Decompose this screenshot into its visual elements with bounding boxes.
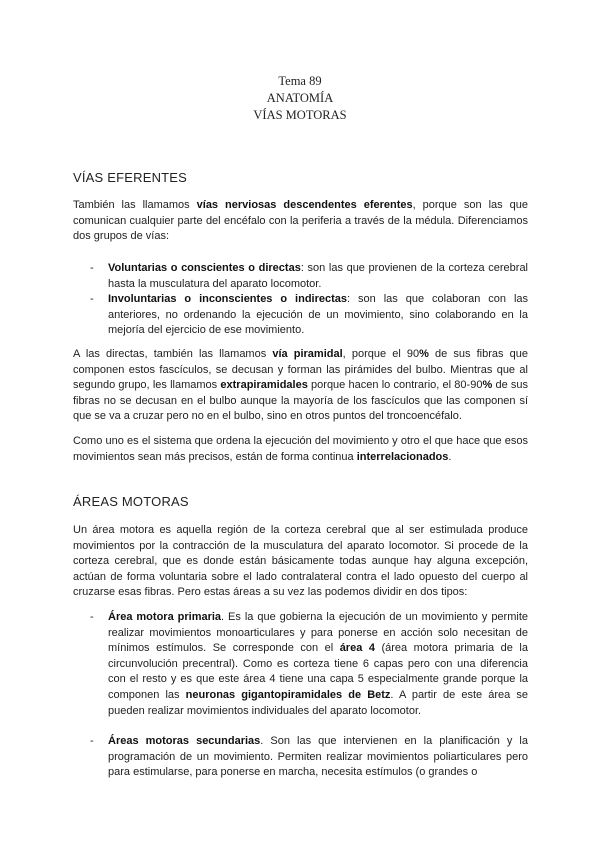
list-item-primary-area: - Área motora primaria. Es la que gobierna la ejecución de un movimiento y permite realizar movimientos monoarticulares y para ponerse en acción solo necesitan de mínimos estímulos. Se corresponde con el área 4 (área motora primaria de la circunvolución precentral). Como es corteza tiene 6 capas pero con una diferencia con el resto y es que este área 4 tiene una capa 5 especialmente grande porque la componen las neuronas gigantopiramidales de Betz. A partir de este área se pueden realizar movimientos individuales del aparato locomotor. <box>90 611 528 717</box>
paragraph-piramidal: A las directas, también las llamamos vía piramidal, porque el 90% de sus fibras que componen estos fascículos, se decusan y forman las pirámides del bulbo. Mientras que al segundo grupo, les llamamos extrapiramidales porque hacen lo contrario, el 80-90% de sus fibras no se decusan en el bulbo aunque la mayoría de los fascículos que las componen sí que se va a cruzar pero no en el bulbo, sino en otros puntos del troncoencéfalo. <box>73 348 529 423</box>
list-item: - Involuntarias o inconscientes o indirectas: son las que colaboran con las anteriores, no ordenando la ejecución de un movimiento, sino colaborando en la mejoría del ejercicio de ese movimiento. <box>90 293 529 337</box>
section-heading-areas-motoras: ÁREAS MOTORAS <box>73 494 189 509</box>
list-item-secondary-areas: - Áreas motoras secundarias. Son las que intervienen en la planificación y la programación de un movimiento. Permiten realizar movimientos poliarticulares pero para estimularse, para ponerse en marcha, necesita estímulos (o grandes o <box>90 735 528 779</box>
subject-title: ANATOMÍA <box>266 91 334 105</box>
bold-term: vías nerviosas descendentes eferentes <box>196 199 413 211</box>
bold-term: neuronas gigantopiramidales de Betz <box>185 688 391 701</box>
list-dash: - <box>90 735 94 748</box>
topic-number: Tema 89 <box>278 74 322 88</box>
paragraph-interrelacion: Como uno es el sistema que ordena la ejecución del movimiento y otro el que hace que esos movimientos sean más precisos, están de forma continua interrelacionados. <box>73 435 528 463</box>
title-block <box>0 73 600 124</box>
bold-term: Voluntarias o conscientes o directas <box>108 262 301 274</box>
paragraph-areas-intro: Un área motora es aquella región de la corteza cerebral que al ser estimulada produce movimientos por la contracción de la musculatura del aparato locomotor. Si procede de la corteza cerebral, que es donde están básicamente todas aunque hay alguna excepción, actúan de forma voluntaria sobre el lado contralateral contra el lado opuesto del cuerpo al cruzarse esas fibras. Pero estas áreas a su vez las podemos dividir en dos tipos: <box>73 524 528 599</box>
paragraph-vias-intro: También las llamamos vías nerviosas descendentes eferentes, porque son las que comunican cualquier parte del encéfalo con la periferia a través de la médula. Diferenciamos dos grupos de vías: <box>73 199 528 243</box>
document-title: VÍAS MOTORAS <box>253 108 347 122</box>
section-heading-vias-eferentes: VÍAS EFERENTES <box>73 170 188 185</box>
list-dash: - <box>90 293 94 306</box>
bold-term: área 4 <box>339 642 375 655</box>
list-item: - Voluntarias o conscientes o directas: son las que provienen de la corteza cerebral hasta la musculatura del aparato locomotor. <box>90 262 528 290</box>
bold-term: Involuntarias o inconscientes o indirectas <box>108 293 348 306</box>
bold-term: Área motora primaria <box>108 611 222 623</box>
bold-term: vía piramidal <box>272 348 343 360</box>
motor-areas-list <box>90 610 528 796</box>
bold-term: extrapiramidales <box>220 379 308 392</box>
bold-term: Áreas motoras secundarias <box>108 735 261 748</box>
list-dash: - <box>90 611 94 623</box>
list-dash: - <box>90 262 94 274</box>
pathway-types-list <box>90 261 528 339</box>
bold-term: interrelacionados <box>356 450 449 463</box>
